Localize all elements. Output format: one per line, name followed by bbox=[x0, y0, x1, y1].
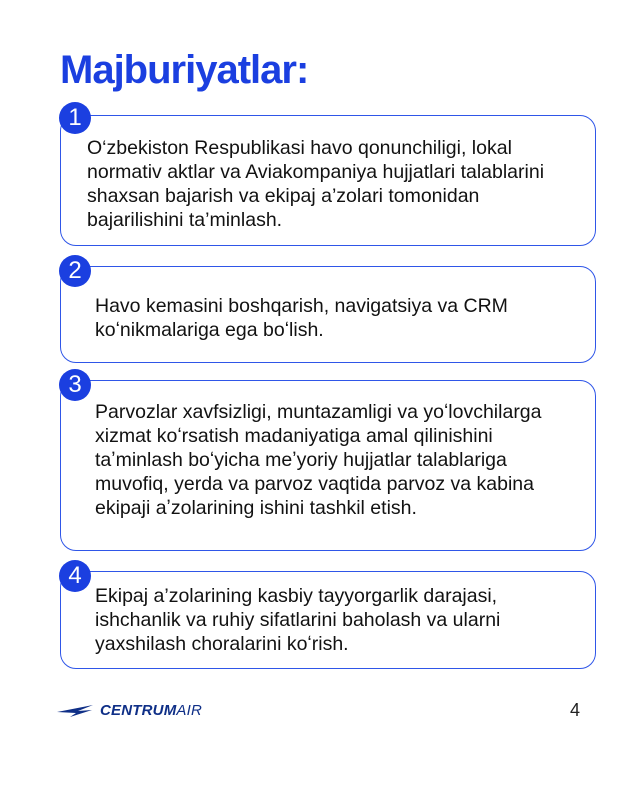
logo-wordmark bbox=[100, 702, 202, 719]
number-badge: 3 bbox=[59, 369, 91, 401]
duty-card-2 bbox=[60, 257, 596, 363]
logo-text-light: AIR bbox=[176, 702, 203, 719]
duty-card-1 bbox=[60, 104, 596, 246]
duty-card-4 bbox=[60, 562, 596, 669]
duty-card-3 bbox=[60, 371, 596, 551]
logo-text-bold: CENTRUM bbox=[100, 702, 177, 719]
duty-text: Ekipaj a’zolarining kasbiy tayyorgarlik darajasi, ishchanlik va ruhiy sifatlarini baholash va ularni yaxshilash choralarini koʻrish. bbox=[95, 585, 501, 655]
number-badge: 1 bbox=[59, 102, 91, 134]
centrumair-logo bbox=[56, 702, 202, 719]
page-number: 4 bbox=[570, 700, 581, 720]
number-badge: 4 bbox=[59, 560, 91, 592]
duty-text: Havo kemasini boshqarish, navigatsiya va CRM koʻnikmalariga ega boʻlish. bbox=[95, 295, 508, 341]
duty-text: Parvozlar xavfsizligi, muntazamligi va yoʻlovchilarga xizmat koʻrsatish madaniyatiga amal qilinishini taʼminlash boʻyicha meʼyoriy hujjatlar talablariga muvofiq, yerda va parvoz vaqtida parvoz va kabina ekipaji aʼzolarining ishini tashkil etish. bbox=[95, 401, 542, 519]
number-badge: 2 bbox=[59, 255, 91, 287]
swoosh-icon bbox=[56, 704, 94, 718]
page-title: Majburiyatlar: bbox=[60, 48, 309, 92]
duty-text: O‘zbekiston Respublikasi havo qonunchiligi, lokal normativ aktlar va Aviakompaniya hujjatlari talablarini shaxsan bajarish va ekipaj a’zolari tomonidan bajarilishini ta’minlash. bbox=[87, 137, 545, 231]
